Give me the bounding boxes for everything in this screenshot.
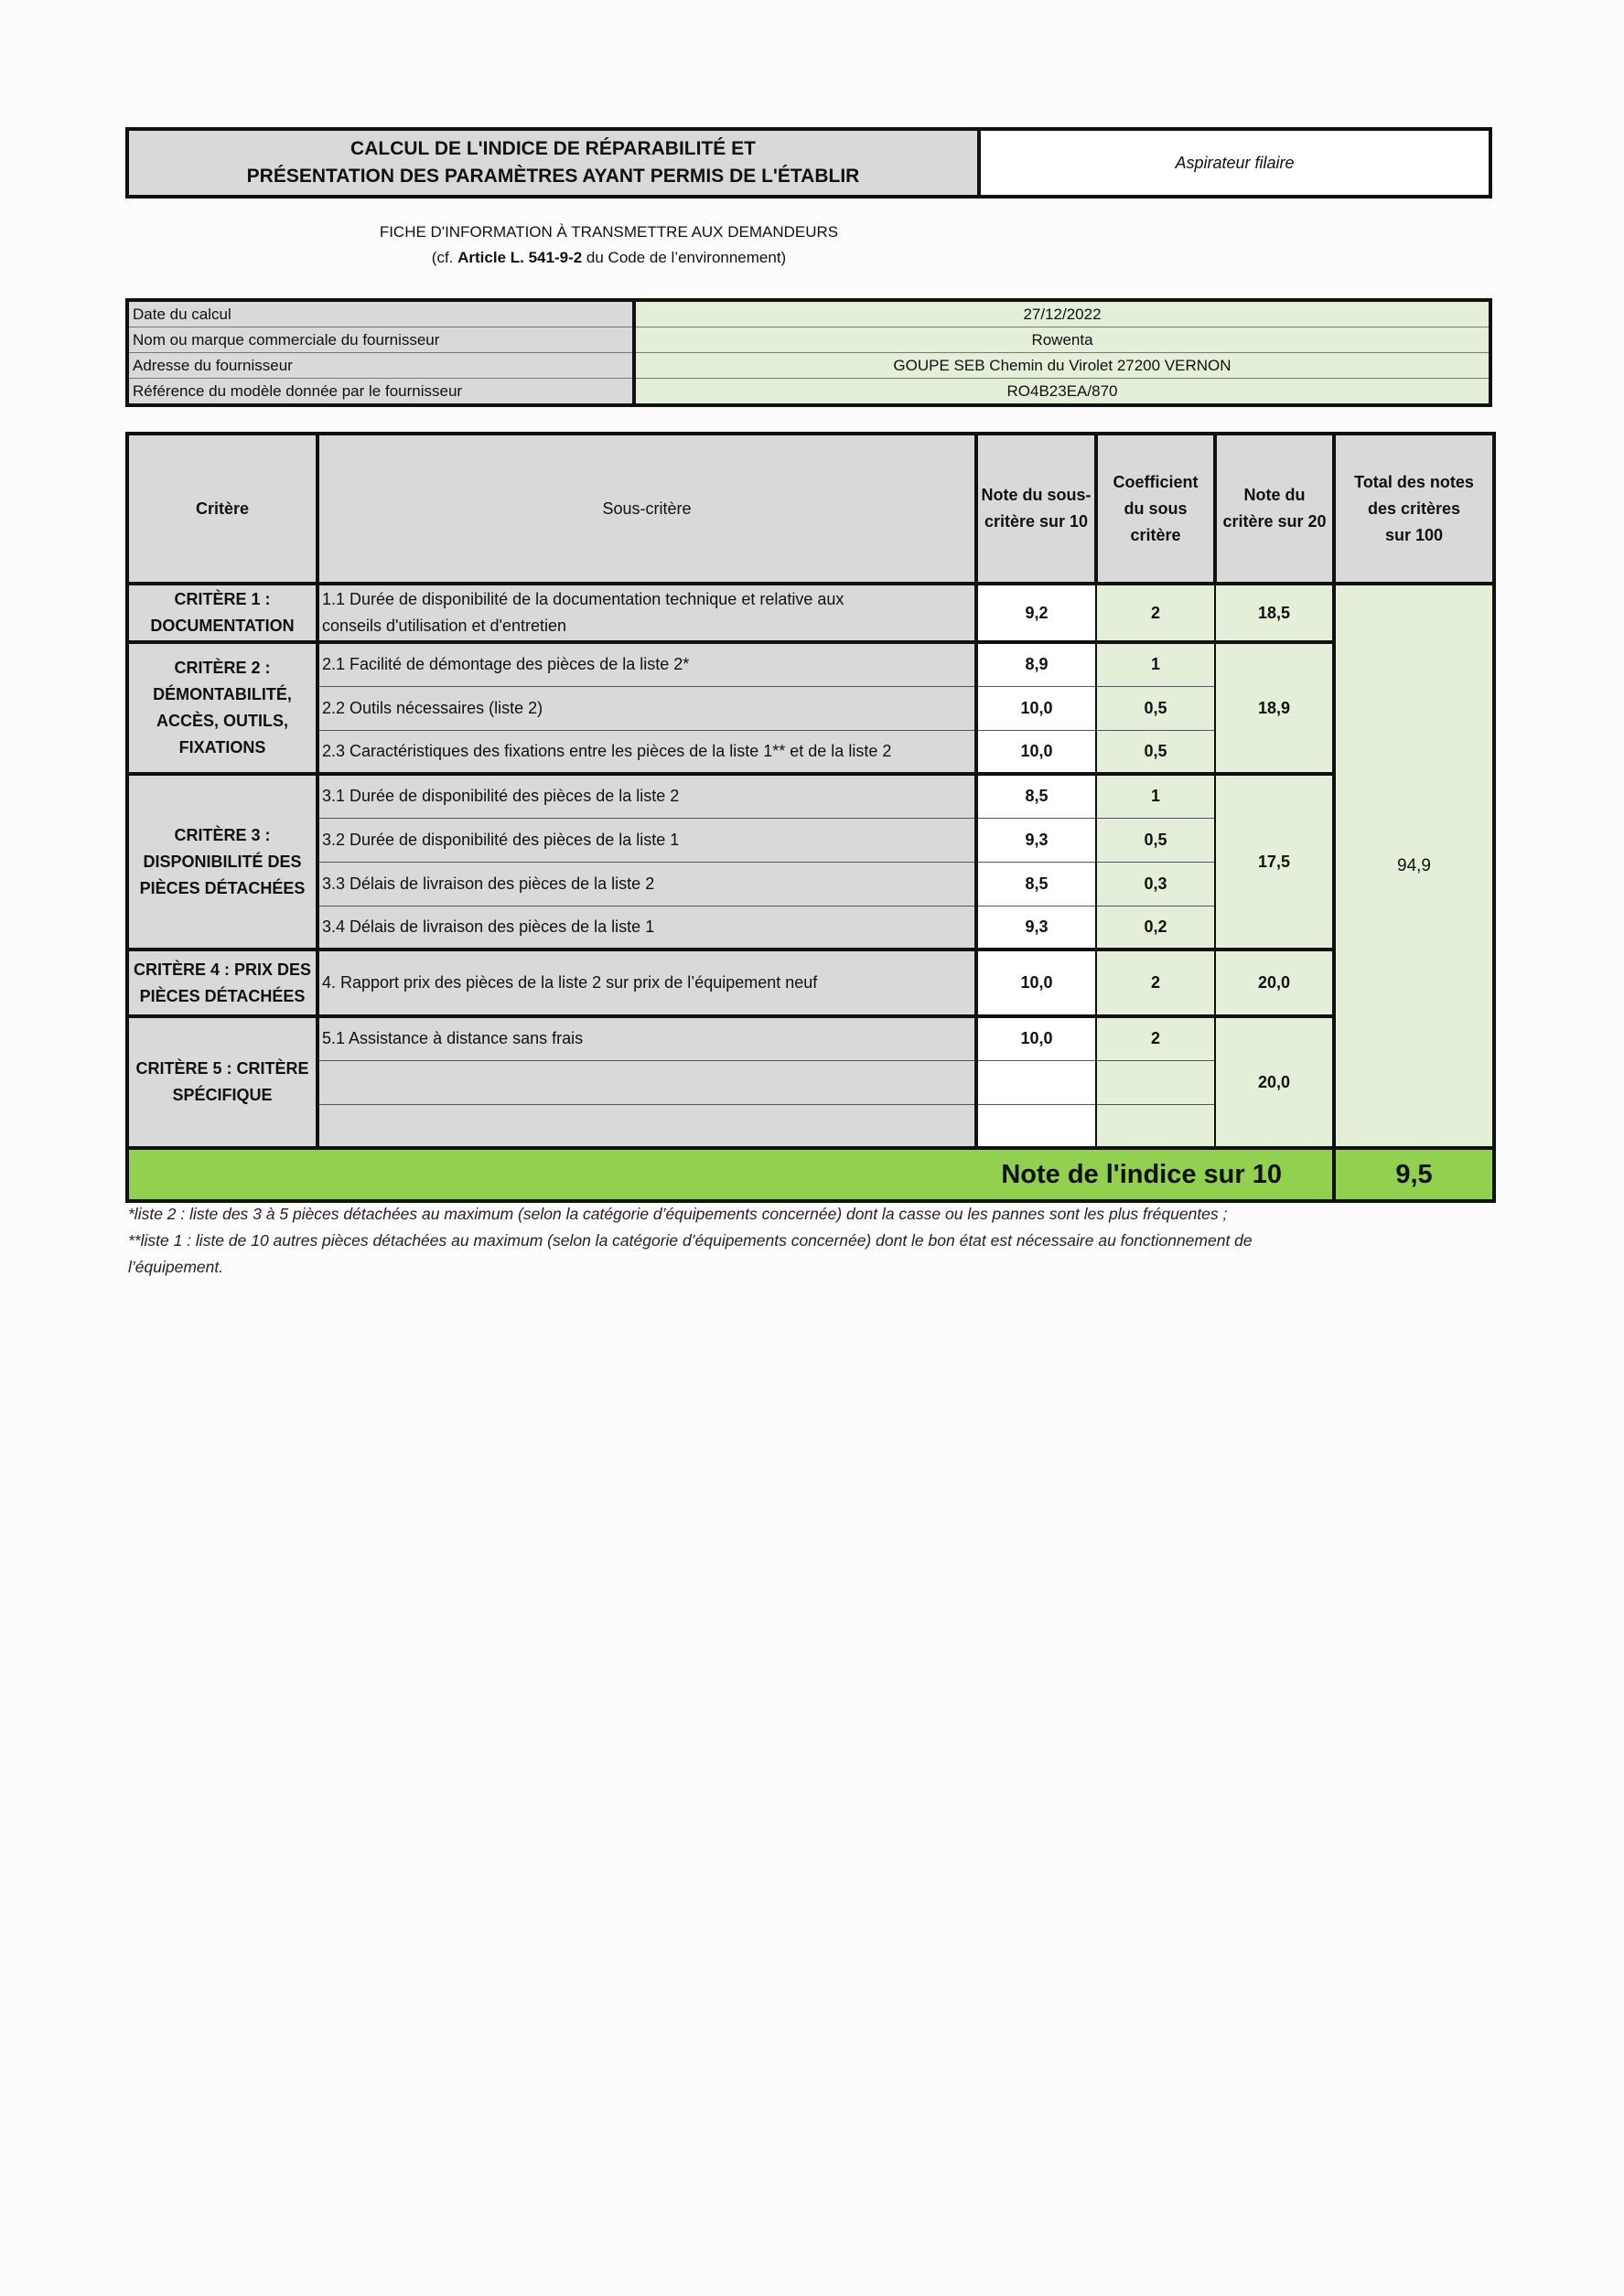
subheader-line-2 xyxy=(125,245,1092,271)
criterion-name-line: PIÈCES DÉTACHÉES xyxy=(139,986,306,1005)
subcriterion-coefficient: 2 xyxy=(1096,950,1215,1016)
table-row xyxy=(127,950,1494,1016)
subcriterion-label-line: 1.1 Durée de disponibilité de la documentation technique et relative aux xyxy=(322,590,844,608)
col-note-crit-l1: Note du xyxy=(1243,486,1306,504)
col-critere-label: Critère xyxy=(195,499,250,518)
footnote-2: **liste 1 : liste de 10 autres pièces détachées au maximum (selon la catégorie d’équipements concernée) dont le bon état est nécessaire au fonctionnement de xyxy=(128,1231,1253,1250)
criterion-name-line: DÉMONTABILITÉ, xyxy=(153,685,292,703)
subcriterion-coefficient: 0,3 xyxy=(1096,862,1215,906)
subcriterion-note: 8,5 xyxy=(976,862,1096,906)
col-note-sous-l1: Note du sous- xyxy=(981,486,1092,504)
subheader-article: Article L. 541-9-2 xyxy=(457,249,583,266)
subcriterion-label: 3.2 Durée de disponibilité des pièces de la liste 1 xyxy=(317,818,976,862)
subcriterion-note: 10,0 xyxy=(976,950,1096,1016)
subcriterion-label: 3.4 Délais de livraison des pièces de la liste 1 xyxy=(317,906,976,950)
supplier-info-table xyxy=(125,298,1492,407)
criterion-name xyxy=(127,774,317,950)
repairability-table xyxy=(125,432,1496,1203)
criterion-name-line: CRITÈRE 1 : xyxy=(174,590,271,608)
subcriterion-coefficient: 0,5 xyxy=(1096,818,1215,862)
final-score-value: 9,5 xyxy=(1334,1148,1494,1201)
subcriterion-label-line: conseils d'utilisation et d'entretien xyxy=(322,617,567,635)
criterion-note: 20,0 xyxy=(1215,950,1334,1016)
table-header-row xyxy=(127,434,1494,584)
criterion-note: 18,9 xyxy=(1215,642,1334,774)
header-box xyxy=(125,127,1492,198)
criterion-name-line: DISPONIBILITÉ DES xyxy=(143,852,302,871)
subcriterion-note: 8,9 xyxy=(976,642,1096,686)
final-score-label: Note de l'indice sur 10 xyxy=(127,1148,1334,1201)
col-note-crit-l2: critère sur 20 xyxy=(1222,512,1327,531)
total-score-100: 94,9 xyxy=(1334,584,1494,1148)
info-value: RO4B23EA/870 xyxy=(634,379,1489,404)
subcriterion-label: 2.2 Outils nécessaires (liste 2) xyxy=(317,686,976,730)
subcriterion-coefficient: 2 xyxy=(1096,584,1215,642)
col-total-l2: des critères xyxy=(1367,499,1461,518)
subcriterion-label xyxy=(317,1104,976,1148)
product-category: Aspirateur filaire xyxy=(981,131,1489,195)
col-coef-l1: Coefficient xyxy=(1113,472,1199,491)
info-label: Nom ou marque commerciale du fournisseur xyxy=(129,327,634,353)
subcriterion-label: 4. Rapport prix des pièces de la liste 2 sur prix de l’équipement neuf xyxy=(317,950,976,1016)
footnote-3: l’équipement. xyxy=(128,1258,224,1276)
criterion-name-line: CRITÈRE 2 : xyxy=(174,659,271,677)
criterion-name-line: DOCUMENTATION xyxy=(150,617,295,635)
col-total-l1: Total des notes xyxy=(1354,472,1474,491)
title-line-2: PRÉSENTATION DES PARAMÈTRES AYANT PERMIS DE L'ÉTABLIR xyxy=(246,166,860,187)
col-header-note-critere xyxy=(1215,434,1334,584)
subcriterion-label xyxy=(317,1060,976,1104)
subcriterion-note: 10,0 xyxy=(976,1016,1096,1060)
subcriterion-label: 3.1 Durée de disponibilité des pièces de la liste 2 xyxy=(317,774,976,818)
criterion-note: 17,5 xyxy=(1215,774,1334,950)
criterion-name-line: ACCÈS, OUTILS, xyxy=(156,712,288,730)
info-row xyxy=(129,302,1489,327)
subcriterion-note: 9,3 xyxy=(976,818,1096,862)
subcriterion-label xyxy=(317,584,976,642)
col-coef-l3: critère xyxy=(1130,525,1181,544)
criterion-name xyxy=(127,1016,317,1148)
info-row xyxy=(129,327,1489,353)
document-title xyxy=(129,131,981,195)
col-header-critere xyxy=(127,434,317,584)
criterion-name-line: CRITÈRE 3 : xyxy=(174,825,271,844)
table-row xyxy=(127,1016,1494,1060)
subcriterion-coefficient: 0,5 xyxy=(1096,686,1215,730)
col-header-sous-critere xyxy=(317,434,976,584)
subcriterion-label: 2.1 Facilité de démontage des pièces de la liste 2* xyxy=(317,642,976,686)
subcriterion-coefficient xyxy=(1096,1060,1215,1104)
criterion-name-line: SPÉCIFIQUE xyxy=(172,1086,273,1104)
info-value: Rowenta xyxy=(634,327,1489,353)
col-header-total xyxy=(1334,434,1494,584)
subcriterion-note: 10,0 xyxy=(976,686,1096,730)
subcriterion-label: 3.3 Délais de livraison des pièces de la liste 2 xyxy=(317,862,976,906)
footnotes xyxy=(128,1201,1482,1281)
info-row xyxy=(129,353,1489,379)
col-sous-critere-label: Sous-critère xyxy=(602,499,692,518)
table-row xyxy=(127,584,1494,642)
subcriterion-note xyxy=(976,1104,1096,1148)
subcriterion-note: 8,5 xyxy=(976,774,1096,818)
criterion-name xyxy=(127,584,317,642)
subheader-suffix: du Code de l’environnement) xyxy=(582,249,787,266)
table-row xyxy=(127,774,1494,818)
criterion-note: 18,5 xyxy=(1215,584,1334,642)
info-value: GOUPE SEB Chemin du Virolet 27200 VERNON xyxy=(634,353,1489,379)
subcriterion-label: 5.1 Assistance à distance sans frais xyxy=(317,1016,976,1060)
footnote-1: *liste 2 : liste des 3 à 5 pièces détachées au maximum (selon la catégorie d’équipements concernée) dont la casse ou les pannes sont les plus fréquentes ; xyxy=(128,1205,1228,1223)
subcriterion-coefficient: 2 xyxy=(1096,1016,1215,1060)
subcriterion-coefficient: 0,5 xyxy=(1096,730,1215,774)
info-label: Adresse du fournisseur xyxy=(129,353,634,379)
subheader-prefix: (cf. xyxy=(431,249,458,266)
criterion-name xyxy=(127,950,317,1016)
subcriterion-coefficient xyxy=(1096,1104,1215,1148)
col-coef-l2: du sous xyxy=(1124,499,1188,518)
subcriterion-coefficient: 1 xyxy=(1096,642,1215,686)
info-label: Référence du modèle donnée par le fournisseur xyxy=(129,379,634,404)
criterion-name-line: PIÈCES DÉTACHÉES xyxy=(139,878,306,897)
subcriterion-note: 10,0 xyxy=(976,730,1096,774)
subcriterion-coefficient: 1 xyxy=(1096,774,1215,818)
table-row xyxy=(127,642,1494,686)
subheader-line-1: FICHE D'INFORMATION À TRANSMETTRE AUX DEMANDEURS xyxy=(379,223,839,241)
col-header-note-sous xyxy=(976,434,1096,584)
subheader xyxy=(125,220,1092,271)
subcriterion-note: 9,3 xyxy=(976,906,1096,950)
title-line-1: CALCUL DE L'INDICE DE RÉPARABILITÉ ET xyxy=(350,138,756,159)
criterion-name-line: CRITÈRE 4 : PRIX DES xyxy=(133,960,312,979)
col-note-sous-l2: critère sur 10 xyxy=(984,512,1089,531)
final-score-row xyxy=(127,1148,1494,1201)
info-value: 27/12/2022 xyxy=(634,302,1489,327)
criterion-name-line: CRITÈRE 5 : CRITÈRE xyxy=(135,1059,309,1078)
col-total-l3: sur 100 xyxy=(1384,525,1444,544)
subcriterion-note xyxy=(976,1060,1096,1104)
criterion-name xyxy=(127,642,317,774)
info-label: Date du calcul xyxy=(129,302,634,327)
subcriterion-coefficient: 0,2 xyxy=(1096,906,1215,950)
criterion-note: 20,0 xyxy=(1215,1016,1334,1148)
info-row xyxy=(129,379,1489,404)
criterion-name-line: FIXATIONS xyxy=(178,738,266,756)
subcriterion-label: 2.3 Caractéristiques des fixations entre les pièces de la liste 1** et de la liste 2 xyxy=(317,730,976,774)
col-header-coef xyxy=(1096,434,1215,584)
subcriterion-note: 9,2 xyxy=(976,584,1096,642)
